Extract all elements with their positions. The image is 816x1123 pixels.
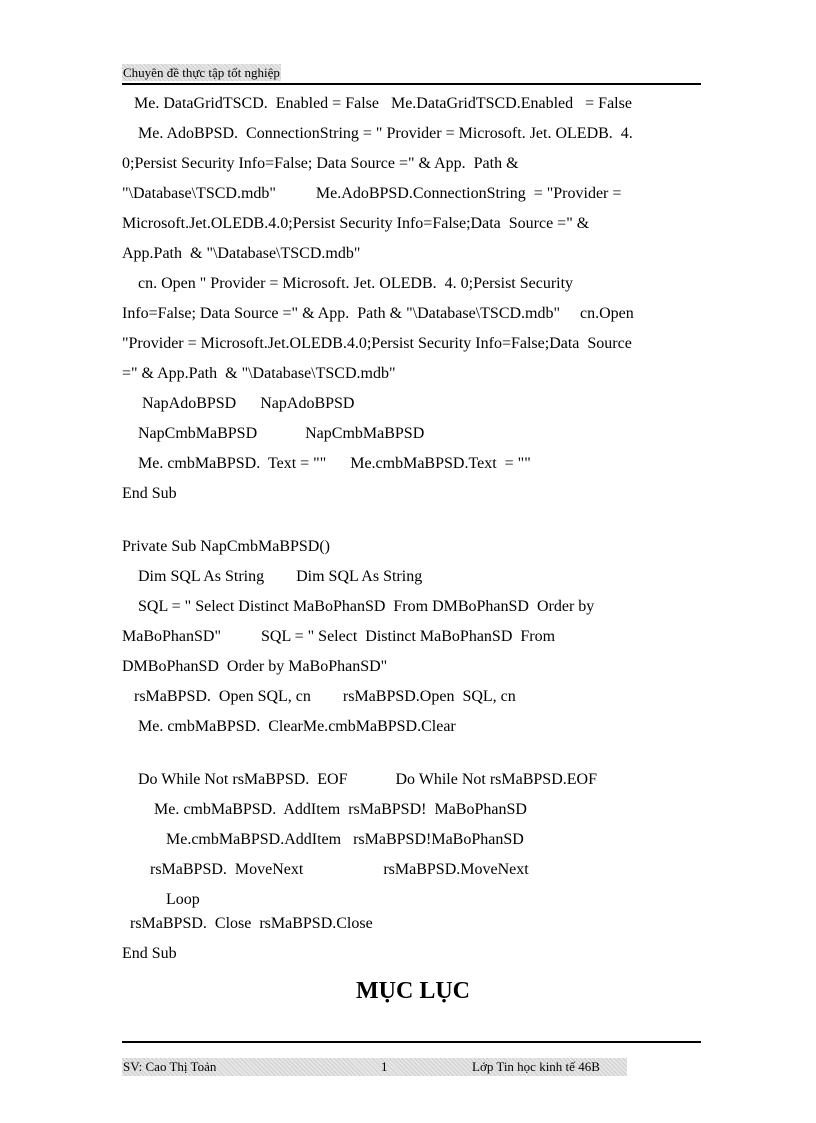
- header-rule: [122, 83, 701, 85]
- code-line: "\Database\TSCD.mdb" Me.AdoBPSD.ConnectionString = "Provider =: [122, 185, 622, 202]
- code-line: =" & App.Path & "\Database\TSCD.mdb": [122, 365, 396, 382]
- code-line: SQL = " Select Distinct MaBoPhanSD From DMBoPhanSD Order by: [122, 598, 595, 615]
- code-line: "Provider = Microsoft.Jet.OLEDB.4.0;Persist Security Info=False;Data Source: [122, 335, 632, 352]
- code-line: Loop: [122, 891, 200, 908]
- footer-class-name: Lớp Tin học kinh tế 46B: [472, 1059, 600, 1074]
- code-line: Microsoft.Jet.OLEDB.4.0;Persist Security Info=False;Data Source =" &: [122, 215, 590, 232]
- code-line: MaBoPhanSD" SQL = " Select Distinct MaBoPhanSD From: [122, 628, 556, 645]
- code-line: Dim SQL As String Dim SQL As String: [122, 568, 423, 585]
- code-line: rsMaBPSD. Open SQL, cn rsMaBPSD.Open SQL, cn: [122, 688, 516, 705]
- code-line: 0;Persist Security Info=False; Data Source =" & App. Path &: [122, 155, 519, 172]
- code-line: NapAdoBPSD NapAdoBPSD: [122, 395, 355, 412]
- code-line: Me. DataGridTSCD. Enabled = False Me.DataGridTSCD.Enabled = False: [122, 95, 632, 112]
- code-line: Me.cmbMaBPSD.AddItem rsMaBPSD!MaBoPhanSD: [122, 831, 524, 848]
- code-line: Me. cmbMaBPSD. AddItem rsMaBPSD! MaBoPhanSD: [122, 801, 527, 818]
- code-line: App.Path & "\Database\TSCD.mdb": [122, 245, 361, 262]
- table-of-contents-heading: MỤC LỤC: [356, 978, 470, 1004]
- code-line: Do While Not rsMaBPSD. EOF Do While Not rsMaBPSD.EOF: [122, 771, 597, 788]
- footer-student-name: SV: Cao Thị Toản: [123, 1059, 217, 1074]
- code-line: NapCmbMaBPSD NapCmbMaBPSD: [122, 425, 425, 442]
- code-line: Private Sub NapCmbMaBPSD(): [122, 538, 330, 555]
- code-line: Info=False; Data Source =" & App. Path & "\Database\TSCD.mdb" cn.Open: [122, 305, 634, 322]
- footer-rule: [122, 1041, 701, 1043]
- code-line: rsMaBPSD. Close rsMaBPSD.Close: [122, 915, 373, 932]
- code-line: End Sub: [122, 945, 177, 962]
- code-line: Me. AdoBPSD. ConnectionString = " Provider = Microsoft. Jet. OLEDB. 4.: [122, 125, 633, 142]
- code-line: End Sub: [122, 485, 177, 502]
- code-line: DMBoPhanSD Order by MaBoPhanSD": [122, 658, 388, 675]
- footer-page-number: 1: [381, 1059, 388, 1074]
- page-header-title: Chuyên đề thực tập tốt nghiệp: [123, 65, 280, 80]
- code-line: cn. Open " Provider = Microsoft. Jet. OLEDB. 4. 0;Persist Security: [122, 275, 574, 292]
- code-line: Me. cmbMaBPSD. ClearMe.cmbMaBPSD.Clear: [122, 718, 456, 735]
- code-line: rsMaBPSD. MoveNext rsMaBPSD.MoveNext: [122, 861, 529, 878]
- code-line: Me. cmbMaBPSD. Text = "" Me.cmbMaBPSD.Text = "": [122, 455, 531, 472]
